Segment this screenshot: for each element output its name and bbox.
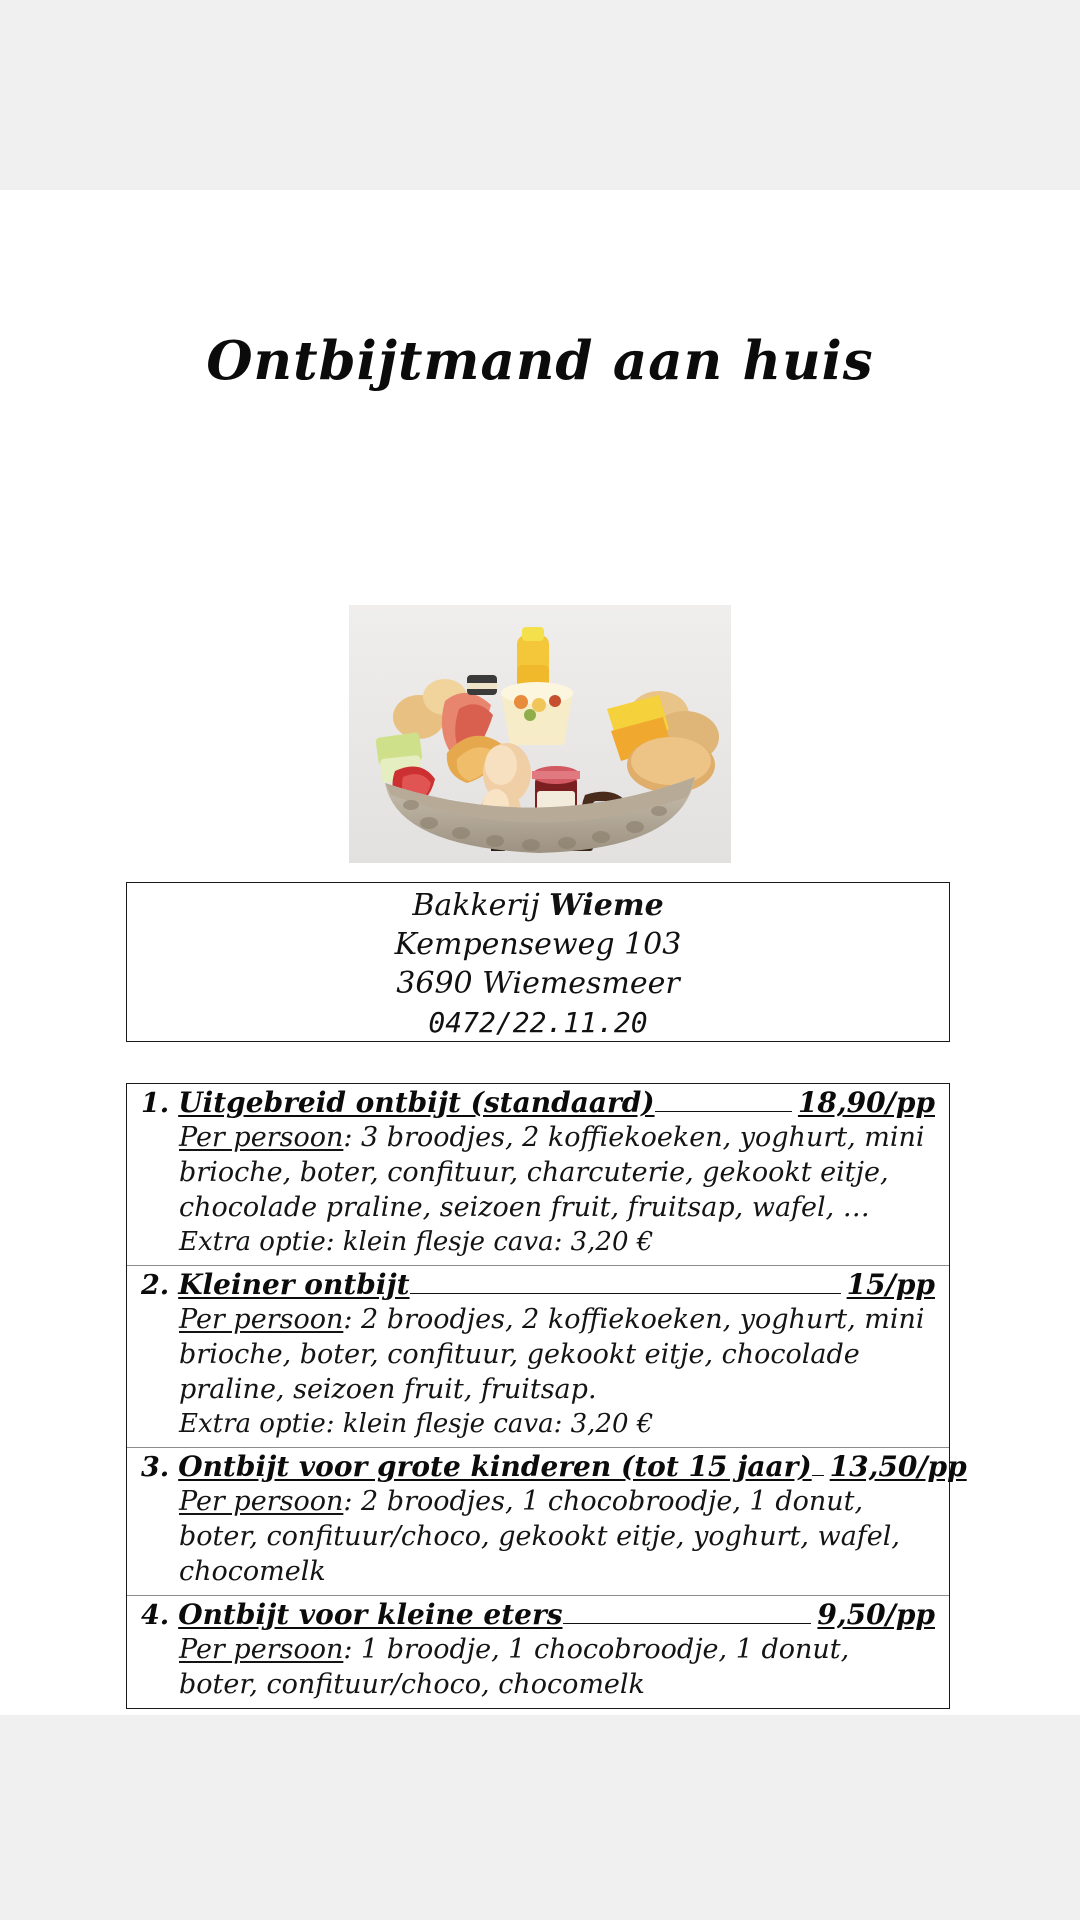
- bakery-city: 3690 Wiemesmeer: [396, 966, 680, 1001]
- bakery-name-line: [412, 886, 663, 925]
- menu-item-price: 15/pp: [846, 1268, 935, 1301]
- per-person-label: Per persoon: [179, 1122, 344, 1153]
- menu-item-row: [127, 1448, 967, 1596]
- menu-item-row: [127, 1084, 949, 1266]
- menu-item-title: Uitgebreid ontbijt (standaard): [178, 1086, 655, 1119]
- per-person-label: Per persoon: [179, 1304, 344, 1335]
- menu-item-extra-option: Extra optie: klein flesje cava: 3,20 €: [179, 1227, 654, 1257]
- menu-item-row: [127, 1596, 949, 1708]
- menu-item-contents: : 2 broodjes, 2 koffiekoeken, yoghurt, mini brioche, boter, confituur, gekookt eitje, chocolade praline, seizoen fruit, fruitsap.: [179, 1304, 925, 1405]
- menu-item-description: [141, 1483, 935, 1589]
- menu-item-number: 3.: [141, 1452, 170, 1483]
- bakery-label: Bakkerij: [412, 888, 550, 923]
- menu-item-number: 1.: [141, 1088, 170, 1119]
- menu-item-extra-option: Extra optie: klein flesje cava: 3,20 €: [179, 1409, 654, 1439]
- bakery-phone: 0472/22.11.20: [428, 1006, 648, 1039]
- bakery-info-box: [126, 882, 950, 1042]
- menu-item-price: 13,50/pp: [829, 1450, 967, 1483]
- bakery-name: Wieme: [549, 888, 664, 923]
- per-person-label: Per persoon: [179, 1486, 344, 1517]
- menu-item-header: [141, 1598, 935, 1631]
- basket-illustration: [349, 605, 731, 863]
- page-title: Ontbijtmand aan huis: [206, 330, 874, 392]
- menu-table: [126, 1083, 967, 1709]
- menu-item-description: [141, 1631, 935, 1702]
- menu-item-contents: : 3 broodjes, 2 koffiekoeken, yoghurt, mini brioche, boter, confituur, charcuterie, gekookt eitje, chocolade praline, seizoen fruit, fruitsap, wafel, …: [179, 1122, 925, 1223]
- menu-item-title: Ontbijt voor grote kinderen (tot 15 jaar): [178, 1450, 812, 1483]
- menu-item-header: [141, 1086, 935, 1119]
- menu-item-description: [141, 1301, 935, 1407]
- page-sheet: [0, 190, 1080, 1715]
- menu-item-row: [127, 1266, 949, 1448]
- menu-item-number: 2.: [141, 1270, 170, 1301]
- menu-item-contents: : 2 broodjes, 1 chocobroodje, 1 donut, boter, confituur/choco, gekookt eitje, yoghurt, wafel, chocomelk: [179, 1486, 900, 1587]
- leader-rule: [563, 1623, 812, 1624]
- menu-item-price: 9,50/pp: [817, 1598, 935, 1631]
- menu-item-title: Kleiner ontbijt: [178, 1268, 410, 1301]
- per-person-label: Per persoon: [179, 1634, 344, 1665]
- menu-item-title: Ontbijt voor kleine eters: [178, 1598, 563, 1631]
- menu-item-number: 4.: [141, 1600, 170, 1631]
- bakery-street: Kempenseweg 103: [394, 927, 682, 962]
- leader-rule: [812, 1475, 824, 1476]
- menu-item-description: [141, 1119, 935, 1225]
- breakfast-basket-photo: [349, 605, 731, 863]
- menu-item-contents: : 1 broodje, 1 chocobroodje, 1 donut, boter, confituur/choco, chocomelk: [179, 1634, 850, 1700]
- leader-rule: [655, 1111, 792, 1112]
- menu-item-header: [141, 1450, 967, 1483]
- menu-item-price: 18,90/pp: [797, 1086, 935, 1119]
- menu-item-header: [141, 1268, 935, 1301]
- leader-rule: [410, 1293, 841, 1294]
